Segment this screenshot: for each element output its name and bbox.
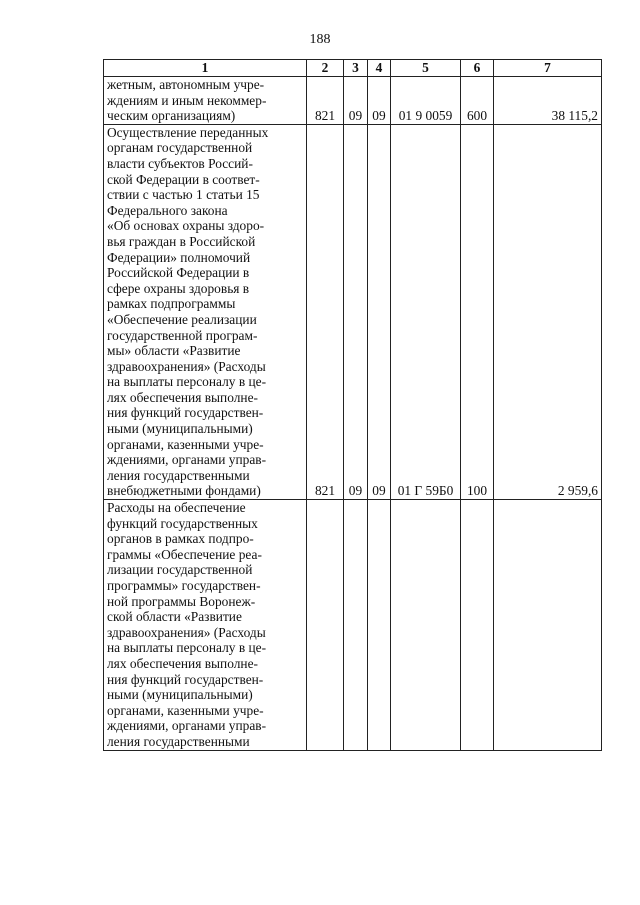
description-line: мы» области «Развитие — [107, 343, 241, 359]
header-col-2: 2 — [307, 60, 344, 77]
table-row — [104, 500, 602, 751]
subsection-code: 09 — [368, 124, 391, 499]
description-line: программы» государствен- — [107, 578, 261, 593]
table-row — [104, 77, 602, 125]
amount-value: 38 115,2 — [494, 77, 602, 125]
amount-value — [494, 500, 602, 751]
amount-value: 2 959,6 — [494, 124, 602, 499]
description-line: лизации государственной — [107, 562, 253, 578]
description-line: ными (муниципальными) — [107, 687, 253, 703]
section-code — [344, 500, 368, 751]
header-col-3: 3 — [344, 60, 368, 77]
description-line: вья граждан в Российской — [107, 233, 256, 249]
description-line: ления государственными — [107, 733, 250, 749]
ministry-code — [307, 500, 344, 751]
description-line: рамках подпрограммы — [107, 296, 236, 312]
header-col-4: 4 — [368, 60, 391, 77]
target-article-code — [391, 500, 461, 751]
description-line: внебюджетными фондами) — [107, 483, 261, 499]
description-line: Российской Федерации в — [107, 265, 250, 281]
header-col-5: 5 — [391, 60, 461, 77]
target-article-code: 01 9 0059 — [391, 77, 461, 125]
description-line: лях обеспечения выполне- — [107, 389, 258, 405]
subsection-code — [368, 500, 391, 751]
description-line: органами, казенными учре- — [107, 702, 264, 718]
description-line: Федерации» полномочий — [107, 249, 251, 265]
description-line: Федерального закона — [107, 202, 228, 218]
expense-description — [104, 77, 307, 125]
description-line: Расходы на обеспечение — [107, 500, 246, 516]
description-line: ными (муниципальными) — [107, 421, 253, 437]
description-line: здравоохранения» (Расходы — [107, 624, 266, 640]
expense-type-code: 600 — [461, 77, 494, 125]
description-line: ской области «Развитие — [107, 609, 242, 625]
description-line: сфере охраны здоровья в — [107, 280, 250, 296]
description-line: ждениями, органами управ- — [107, 452, 267, 468]
header-col-1: 1 — [104, 60, 307, 77]
description-line: ствии с частью 1 статьи 15 — [107, 187, 260, 203]
description-line: ления государственными — [107, 467, 250, 483]
description-line: государственной програм- — [107, 327, 258, 343]
header-col-6: 6 — [461, 60, 494, 77]
expense-description — [104, 500, 307, 751]
description-line: ной программы Воронеж- — [107, 593, 256, 609]
description-line: ждениями, органами управ- — [107, 718, 267, 734]
description-line: Осуществление переданных — [107, 124, 269, 140]
header-row — [104, 60, 602, 77]
expense-type-code: 100 — [461, 124, 494, 499]
ministry-code: 821 — [307, 124, 344, 499]
header-col-7: 7 — [494, 60, 602, 77]
expense-type-code — [461, 500, 494, 751]
expense-description — [104, 124, 307, 499]
description-line: на выплаты персоналу в це- — [107, 640, 267, 656]
ministry-code: 821 — [307, 77, 344, 125]
description-line: «Об основах охраны здоро- — [107, 218, 265, 234]
description-line: граммы «Обеспечение реа- — [107, 546, 262, 562]
subsection-code: 09 — [368, 77, 391, 125]
description-line: органам государственной — [107, 140, 253, 156]
section-code: 09 — [344, 124, 368, 499]
target-article-code: 01 Г 59Б0 — [391, 124, 461, 499]
description-line: лях обеспечения выполне- — [107, 655, 258, 671]
description-line: органов в рамках подпро- — [107, 531, 254, 547]
description-line: ческим организациям) — [107, 108, 236, 124]
description-line: ния функций государствен- — [107, 405, 264, 421]
section-code: 09 — [344, 77, 368, 125]
page-number: 188 — [309, 32, 331, 47]
description-line: ния функций государствен- — [107, 671, 264, 687]
table-row — [104, 124, 602, 499]
description-line: функций государственных — [107, 515, 258, 531]
description-line: ской Федерации в соответ- — [107, 171, 260, 187]
description-line: «Обеспечение реализации — [107, 311, 257, 327]
description-line: власти субъектов Россий- — [107, 155, 253, 171]
description-line: ждениям и иным некоммер- — [107, 92, 267, 108]
description-line: на выплаты персоналу в це- — [107, 374, 267, 390]
budget-table — [103, 59, 602, 751]
description-line: жетным, автономным учре- — [107, 77, 265, 92]
description-line: здравоохранения» (Расходы — [107, 358, 266, 374]
description-line: органами, казенными учре- — [107, 436, 264, 452]
